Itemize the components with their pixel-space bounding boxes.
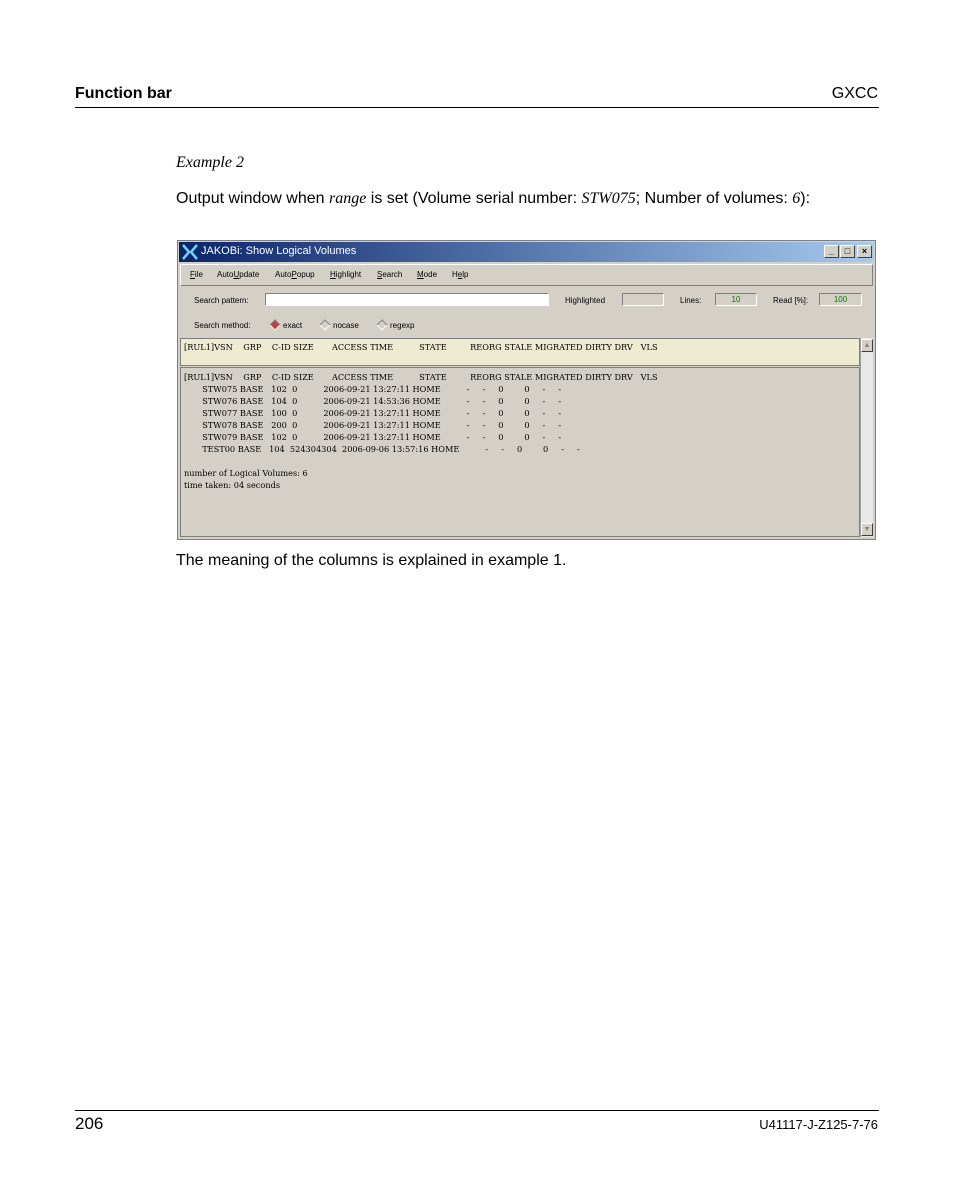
highlighted-field [622,293,664,306]
output-line: STW076 BASE 104 0 2006-09-21 14:53:36 HOME - - 0 0 - - [184,396,562,406]
minimize-button[interactable]: _ [824,245,839,258]
intro-paragraph: Output window when range is set (Volume serial number: STW075; Number of volumes: 6): [176,190,811,207]
output-line: STW075 BASE 102 0 2006-09-21 13:27:11 HOME - - 0 0 - - [184,384,562,394]
page-number: 206 [75,1114,104,1133]
lines-field: 10 [715,293,757,306]
menu-file[interactable]: File [190,270,203,279]
read-percent-label: Read [%]: [773,296,809,305]
section-title: Function bar [75,85,172,102]
document-id: U41117-J-Z125-7-76 [759,1117,878,1132]
scroll-down-icon[interactable]: ▼ [861,523,873,536]
output-window [177,240,876,540]
radio-regexp[interactable] [376,319,387,330]
jakobi-logo-icon [182,244,198,260]
output-line: time taken: 04 seconds [184,480,281,490]
close-button[interactable]: × [857,245,872,258]
search-method-label: Search method: [194,321,251,330]
radio-exact[interactable] [269,319,280,330]
menu-help[interactable]: Help [452,270,469,279]
window-title: JAKOBi: Show Logical Volumes [201,245,357,257]
radio-nocase-label[interactable]: nocase [333,321,359,330]
example-label: Example 2 [176,154,244,171]
product-name: GXCC [831,85,878,102]
search-pattern-input[interactable] [265,293,549,306]
lines-label: Lines: [680,296,702,305]
read-percent-field: 100 [819,293,862,306]
menu-highlight[interactable]: Highlight [330,270,362,279]
vertical-scrollbar[interactable] [860,338,873,537]
output-line: STW078 BASE 200 0 2006-09-21 13:27:11 HOME - - 0 0 - - [184,420,562,430]
scroll-up-icon[interactable]: ▲ [861,339,873,352]
search-pattern-label: Search pattern: [194,296,249,305]
output-line: STW079 BASE 102 0 2006-09-21 13:27:11 HOME - - 0 0 - - [184,432,562,442]
output-line: TEST00 BASE 104 524304304 2006-09-06 13:57:16 HOME - - 0 0 - - [184,444,580,454]
output-line: STW077 BASE 100 0 2006-09-21 13:27:11 HOME - - 0 0 - - [184,408,562,418]
column-header-panel [180,338,860,366]
output-panel [180,367,860,537]
maximize-button[interactable]: □ [840,245,855,258]
header-rule [75,107,879,108]
radio-exact-label[interactable]: exact [283,321,303,330]
caption: The meaning of the columns is explained in example 1. [176,552,567,569]
menu-search[interactable]: Search [377,270,403,279]
radio-nocase[interactable] [319,319,330,330]
menu-bar [180,264,873,286]
menu-mode[interactable]: Mode [417,270,438,279]
radio-regexp-label[interactable]: regexp [390,321,415,330]
footer-rule [75,1110,879,1111]
menu-autoupdate[interactable]: AutoUpdate [217,270,260,279]
output-line: [RUL1]VSN GRP C-ID SIZE ACCESS TIME STATE REORG STALE MIGRATED DIRTY DRV VLS [184,372,658,382]
column-header-line: [RUL1]VSN GRP C-ID SIZE ACCESS TIME STATE REORG STALE MIGRATED DIRTY DRV VLS [184,342,658,352]
output-line: number of Logical Volumes: 6 [184,468,308,478]
menu-autopopup[interactable]: AutoPopup [275,270,315,279]
title-bar[interactable] [179,242,874,262]
highlighted-label: Highlighted [565,296,606,305]
